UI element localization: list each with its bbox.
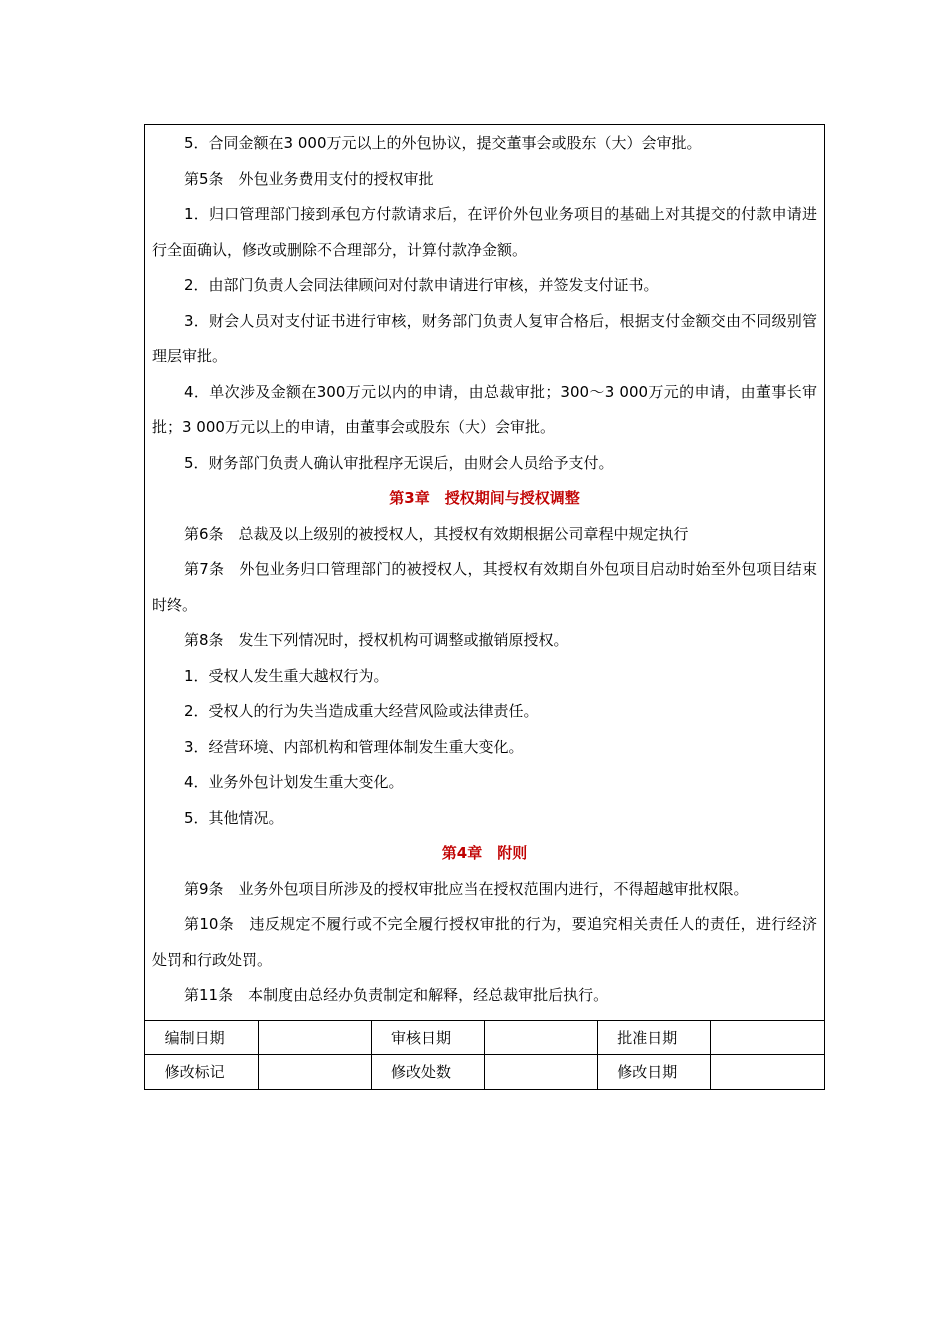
chapter-heading: 第3章 授权期间与授权调整 [389, 489, 580, 507]
paragraph: 4．单次涉及金额在300万元以内的申请，由总裁审批；300～3 000万元的申请，由董事长审批；3 000万元以上的申请，由董事会或股东（大）会审批。 [152, 382, 817, 436]
revision-date-label: 修改日期 [598, 1055, 711, 1089]
revision-date-value [711, 1055, 824, 1089]
article: 第9条 业务外包项目所涉及的授权审批应当在授权范围内进行，不得超越审批权限。 [184, 879, 749, 898]
article: 第8条 发生下列情况时，授权机构可调整或撤销原授权。 [184, 631, 569, 649]
paragraph: 2．由部门负责人会同法律顾问对付款申请进行审核，并签发支付证书。 [184, 276, 659, 294]
approval-table [145, 1021, 824, 1089]
approve-date-value [711, 1021, 824, 1055]
paragraph: 3．经营环境、内部机构和管理体制发生重大变化。 [184, 737, 524, 756]
paragraph: 3．财会人员对支付证书进行审核，财务部门负责人复审合格后，根据支付金额交由不同级别管理层审批。 [152, 311, 817, 365]
paragraph: 5．财务部门负责人确认审批程序无误后，由财会人员给予支付。 [184, 453, 614, 472]
revision-count-label: 修改处数 [371, 1055, 484, 1089]
revision-mark-value [258, 1055, 371, 1089]
revision-count-value [484, 1055, 597, 1089]
article: 第11条 本制度由总经办负责制定和解释，经总裁审批后执行。 [184, 986, 609, 1004]
review-date-value [484, 1021, 597, 1055]
paragraph: 1．归口管理部门接到承包方付款请求后，在评价外包业务项目的基础上对其提交的付款申请进行全面确认，修改或删除不合理部分，计算付款净金额。 [152, 205, 817, 259]
chapter-heading: 第4章 附则 [441, 844, 528, 862]
revision-mark-label: 修改标记 [145, 1055, 258, 1089]
approve-date-label: 批准日期 [598, 1021, 711, 1055]
article-heading: 第5条 外包业务费用支付的授权审批 [184, 169, 434, 188]
paragraph: 5．合同金额在3 000万元以上的外包协议，提交董事会或股东（大）会审批。 [184, 134, 702, 152]
regulation-content [145, 125, 824, 1021]
paragraph: 1．受权人发生重大越权行为。 [184, 666, 389, 685]
paragraph: 5．其他情况。 [184, 808, 284, 827]
paragraph: 4．业务外包计划发生重大变化。 [184, 773, 404, 791]
article: 第7条 外包业务归口管理部门的被授权人，其授权有效期自外包项目启动时始至外包项目结束时终。 [152, 560, 817, 614]
paragraph: 2．受权人的行为失当造成重大经营风险或法律责任。 [184, 702, 539, 720]
compile-date-label: 编制日期 [145, 1021, 258, 1055]
table-row [145, 1055, 824, 1089]
compile-date-value [258, 1021, 371, 1055]
article: 第6条 总裁及以上级别的被授权人，其授权有效期根据公司章程中规定执行 [184, 524, 689, 543]
review-date-label: 审核日期 [371, 1021, 484, 1055]
document-table [144, 124, 825, 1090]
article: 第10条 违反规定不履行或不完全履行授权审批的行为，要追究相关责任人的责任，进行经济处罚和行政处罚。 [152, 915, 817, 969]
table-row [145, 1021, 824, 1055]
